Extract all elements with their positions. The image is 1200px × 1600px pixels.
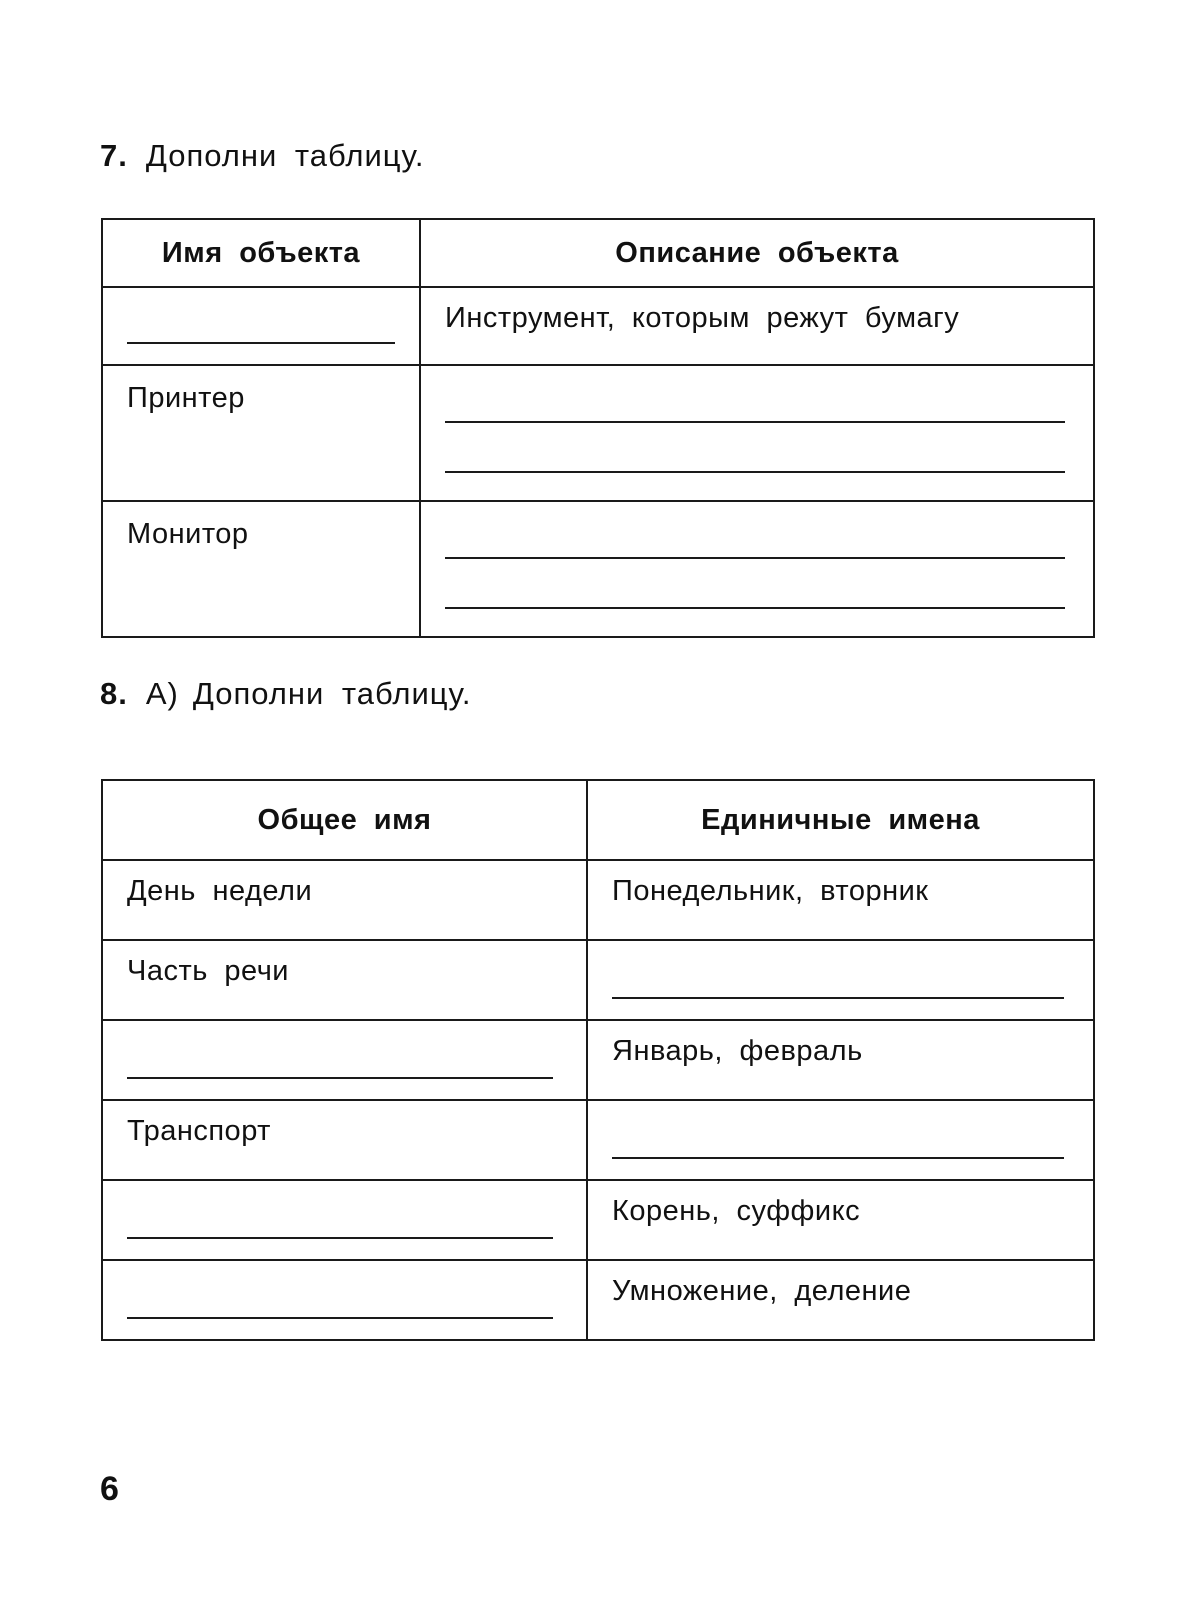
object-name-text: Принтер [127,382,245,414]
general-name-cell [102,1100,587,1180]
table-row [102,940,1094,1020]
task-8-number: 8. [100,676,128,711]
table-row [102,287,1094,365]
task-8-heading [100,676,472,712]
task-8-table [101,779,1095,1341]
object-name-cell [102,287,420,365]
answer-line[interactable] [127,1317,553,1319]
table-row [102,1260,1094,1340]
object-description-cell [420,287,1094,365]
page-number: 6 [100,1470,119,1508]
table-row [102,1180,1094,1260]
general-name-cell [102,860,587,940]
individual-names-text: Понедельник, вторник [612,875,929,907]
answer-line[interactable] [612,997,1064,999]
answer-line[interactable] [445,607,1065,609]
table-row [102,365,1094,501]
general-name-cell [102,940,587,1020]
individual-names-cell [587,860,1094,940]
task-7-instruction: Дополни таблицу. [145,138,425,173]
answer-line[interactable] [612,1157,1064,1159]
general-name-cell [102,1020,587,1100]
object-description-cell [420,501,1094,637]
object-name-text: Монитор [127,518,249,550]
answer-line[interactable] [127,1077,553,1079]
answer-line[interactable] [127,1237,553,1239]
individual-names-cell [587,1260,1094,1340]
task-7-heading [100,138,425,174]
table-header-row [102,219,1094,287]
individual-names-cell [587,1180,1094,1260]
table-row [102,860,1094,940]
individual-names-text: Умножение, деление [612,1275,912,1307]
individual-names-cell [587,1020,1094,1100]
header-general-name: Общее имя [102,780,587,860]
general-name-text: Часть речи [127,955,290,987]
general-name-text: Транспорт [127,1115,271,1147]
table-row [102,501,1094,637]
header-individual-names: Единичные имена [587,780,1094,860]
object-description-text: Инструмент, которым режут бумагу [445,302,960,334]
individual-names-text: Корень, суффикс [612,1195,861,1227]
table-row [102,1020,1094,1100]
individual-names-text: Январь, февраль [612,1035,863,1067]
header-object-name: Имя объекта [102,219,420,287]
answer-line[interactable] [445,557,1065,559]
task-7-number: 7. [100,138,128,173]
table-header-row [102,780,1094,860]
task-7-table [101,218,1095,638]
answer-line[interactable] [445,471,1065,473]
answer-line[interactable] [127,342,395,344]
general-name-cell [102,1180,587,1260]
general-name-cell [102,1260,587,1340]
table-row [102,1100,1094,1180]
general-name-text: День недели [127,875,313,907]
object-name-cell [102,501,420,637]
object-name-cell [102,365,420,501]
task-8-part: А) [145,676,179,711]
task-8-instruction: Дополни таблицу. [192,676,472,711]
individual-names-cell [587,940,1094,1020]
object-description-cell [420,365,1094,501]
header-object-description: Описание объекта [420,219,1094,287]
answer-line[interactable] [445,421,1065,423]
individual-names-cell [587,1100,1094,1180]
